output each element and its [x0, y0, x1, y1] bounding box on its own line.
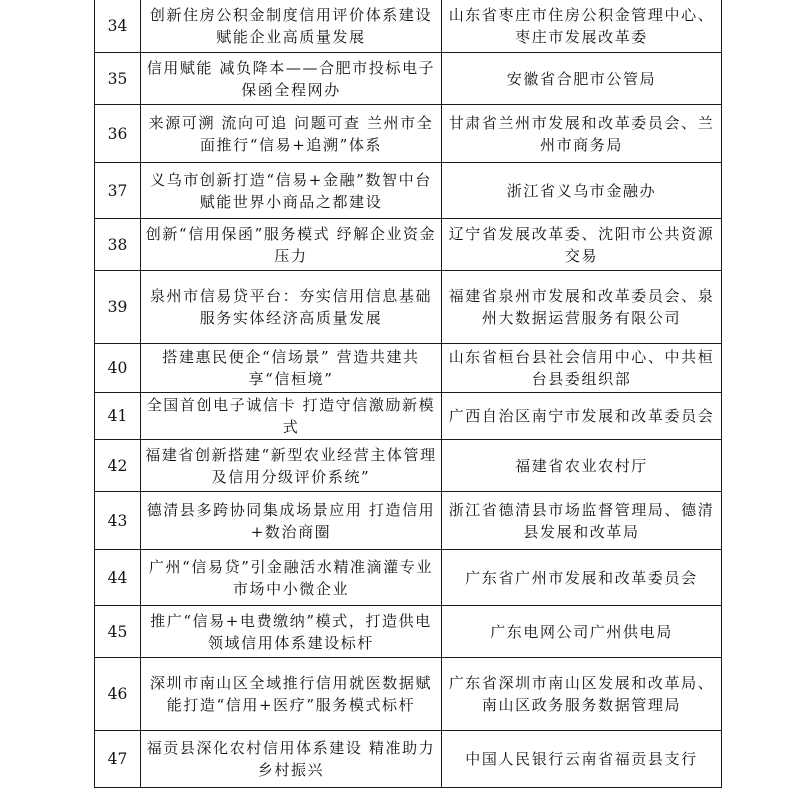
submitting-unit: 福建省泉州市发展和改革委员会、泉州大数据运营服务有限公司 — [442, 271, 722, 344]
submitting-unit: 中国人民银行云南省福贡县支行 — [442, 731, 722, 788]
row-number: 34 — [95, 0, 141, 53]
table-row — [95, 344, 722, 393]
case-title: 创新住房公积金制度信用评价体系建设 赋能企业高质量发展 — [141, 0, 442, 53]
table-row — [95, 658, 722, 731]
case-title: 搭建惠民便企“信场景” 营造共建共享“信桓境” — [141, 344, 442, 393]
table-row — [95, 731, 722, 788]
submitting-unit: 广东电网公司广州供电局 — [442, 606, 722, 658]
table-row — [95, 53, 722, 105]
submitting-unit: 辽宁省发展改革委、沈阳市公共资源交易 — [442, 219, 722, 271]
row-number: 41 — [95, 393, 141, 440]
submitting-unit: 广东省广州市发展和改革委员会 — [442, 550, 722, 606]
submitting-unit: 山东省桓台县社会信用中心、中共桓台县委组织部 — [442, 344, 722, 393]
case-list-table — [94, 0, 722, 788]
table-row — [95, 271, 722, 344]
row-number: 46 — [95, 658, 141, 731]
case-title: 德清县多跨协同集成场景应用 打造信用+数治商圈 — [141, 492, 442, 550]
case-title: 推广“信易+电费缴纳”模式，打造供电领域信用体系建设标杆 — [141, 606, 442, 658]
case-title: 来源可溯 流向可追 问题可查 兰州市全面推行“信易+追溯”体系 — [141, 105, 442, 163]
submitting-unit: 广西自治区南宁市发展和改革委员会 — [442, 393, 722, 440]
row-number: 43 — [95, 492, 141, 550]
table-row — [95, 440, 722, 492]
row-number: 37 — [95, 163, 141, 219]
row-number: 39 — [95, 271, 141, 344]
submitting-unit: 广东省深圳市南山区发展和改革局、南山区政务服务数据管理局 — [442, 658, 722, 731]
table-row — [95, 550, 722, 606]
case-title: 深圳市南山区全域推行信用就医数据赋能打造“信用+医疗”服务模式标杆 — [141, 658, 442, 731]
row-number: 45 — [95, 606, 141, 658]
case-title: 福贡县深化农村信用体系建设 精准助力乡村振兴 — [141, 731, 442, 788]
case-title: 义乌市创新打造“信易+金融”数智中台 赋能世界小商品之都建设 — [141, 163, 442, 219]
case-title: 全国首创电子诚信卡 打造守信激励新模式 — [141, 393, 442, 440]
row-number: 47 — [95, 731, 141, 788]
case-title: 广州“信易贷”引金融活水精准滴灌专业市场中小微企业 — [141, 550, 442, 606]
table-row — [95, 0, 722, 53]
row-number: 38 — [95, 219, 141, 271]
row-number: 35 — [95, 53, 141, 105]
row-number: 42 — [95, 440, 141, 492]
submitting-unit: 浙江省德清县市场监督管理局、德清县发展和改革局 — [442, 492, 722, 550]
row-number: 40 — [95, 344, 141, 393]
case-title: 福建省创新搭建“新型农业经营主体管理及信用分级评价系统” — [141, 440, 442, 492]
submitting-unit: 甘肃省兰州市发展和改革委员会、兰州市商务局 — [442, 105, 722, 163]
case-title: 信用赋能 减负降本——合肥市投标电子保函全程网办 — [141, 53, 442, 105]
case-title: 创新“信用保函”服务模式 纾解企业资金压力 — [141, 219, 442, 271]
row-number: 44 — [95, 550, 141, 606]
table-row — [95, 606, 722, 658]
submitting-unit: 福建省农业农村厅 — [442, 440, 722, 492]
row-number: 36 — [95, 105, 141, 163]
table-row — [95, 393, 722, 440]
table-row — [95, 163, 722, 219]
submitting-unit: 山东省枣庄市住房公积金管理中心、枣庄市发展改革委 — [442, 0, 722, 53]
table-row — [95, 219, 722, 271]
table-row — [95, 105, 722, 163]
submitting-unit: 安徽省合肥市公管局 — [442, 53, 722, 105]
case-title: 泉州市信易贷平台：夯实信用信息基础 服务实体经济高质量发展 — [141, 271, 442, 344]
submitting-unit: 浙江省义乌市金融办 — [442, 163, 722, 219]
table-row — [95, 492, 722, 550]
